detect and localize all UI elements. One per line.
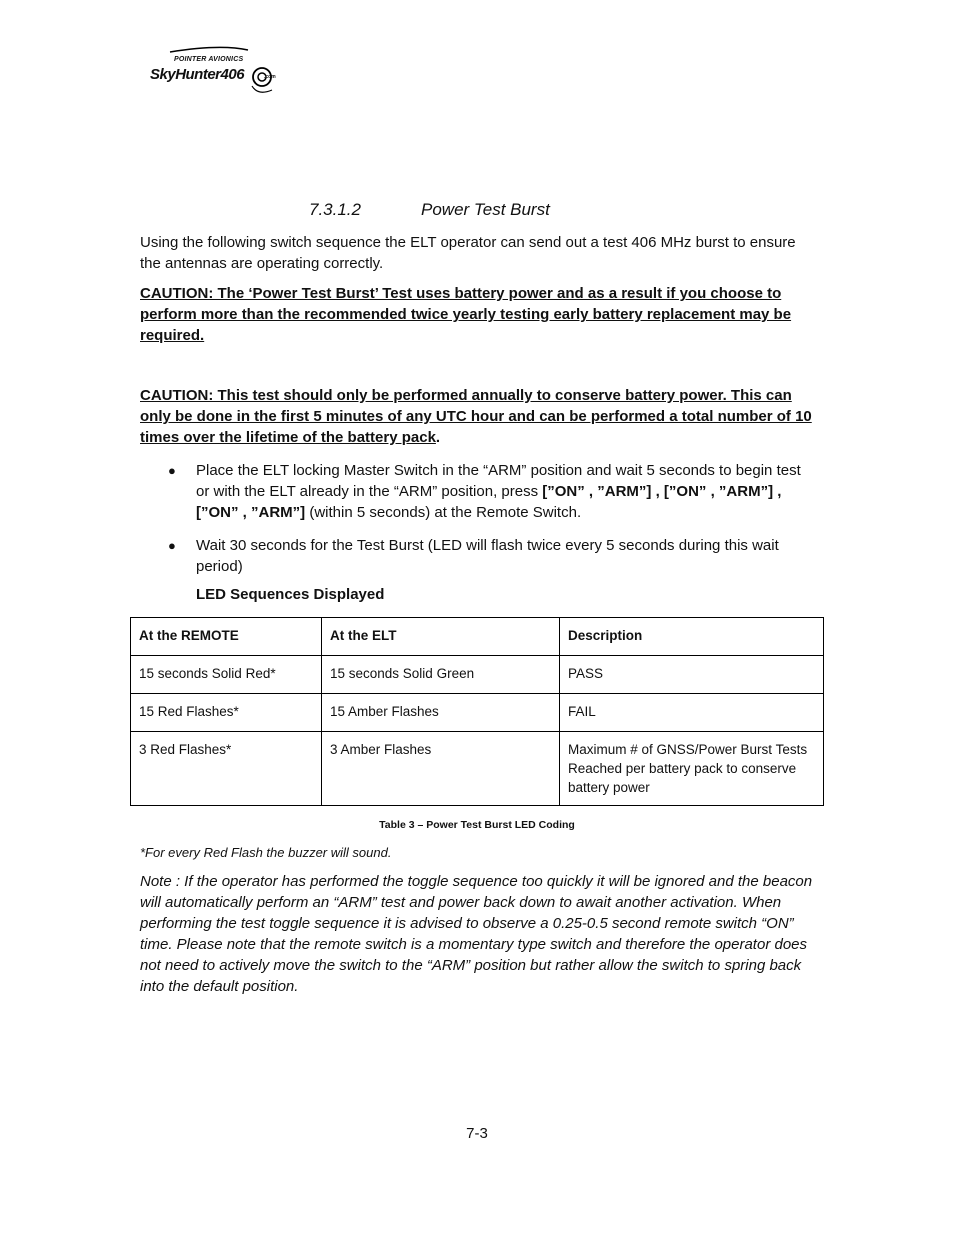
table-cell: 3 Amber Flashes xyxy=(322,732,560,806)
table-caption: Table 3 – Power Test Burst LED Coding xyxy=(379,819,575,831)
bullet-icon: ● xyxy=(168,463,176,478)
column-header: At the REMOTE xyxy=(131,618,322,656)
table-row xyxy=(131,732,824,806)
table-cell: 15 seconds Solid Green xyxy=(322,656,560,694)
table-cell: Maximum # of GNSS/Power Burst Tests Reached per battery pack to conserve battery power xyxy=(560,732,824,806)
list-item-text-part: Place the ELT locking Master Switch in the “ARM” position and wait 5 seconds to begin test or with the ELT already in the “ARM” position, press xyxy=(196,462,801,500)
company-logo xyxy=(140,44,280,104)
list-item-text-part: (within 5 seconds) at the Remote Switch. xyxy=(305,504,582,521)
table-cell: 15 Amber Flashes xyxy=(322,694,560,732)
section-heading xyxy=(309,200,550,220)
bullet-icon: ● xyxy=(168,538,176,553)
caution-annual-test-text: CAUTION: This test should only be performed annually to conserve battery power. This can only be done in the first 5 minutes of any UTC hour and can be performed a total number of 10 times over the lifetime of the battery pack xyxy=(140,387,812,446)
table-cell: 3 Red Flashes* xyxy=(131,732,322,806)
page-number: 7-3 xyxy=(466,1125,488,1142)
list-item-text xyxy=(196,460,812,523)
table-cell: PASS xyxy=(560,656,824,694)
table-row xyxy=(131,656,824,694)
list-item-text: Wait 30 seconds for the Test Burst (LED will flash twice every 5 seconds during this wait period) xyxy=(196,537,779,575)
led-sequences-title: LED Sequences Displayed xyxy=(196,586,385,603)
caution-annual-test xyxy=(140,385,820,448)
section-title: Power Test Burst xyxy=(421,200,550,219)
note-paragraph: Note : If the operator has performed the toggle sequence too quickly it will be ignored and the beacon will automatically perform an “ARM” test and power back down to await another activation. When performing the test toggle sequence it is advised to observe a 0.25-0.5 second remote switch “ON” time. Please note that the remote switch is a momentary type switch and therefore the operator does not need to actively move the switch to the “ARM” position but rather allow the switch to spring back into the default position. xyxy=(140,873,813,995)
column-header: At the ELT xyxy=(322,618,560,656)
column-header: Description xyxy=(560,618,824,656)
logo-main-text: SkyHunter406 xyxy=(150,66,245,83)
table-cell: FAIL xyxy=(560,694,824,732)
section-number: 7.3.1.2 xyxy=(309,200,361,219)
led-sequence-table xyxy=(130,617,824,806)
caution-battery-use xyxy=(140,283,820,346)
table-header-row xyxy=(131,618,824,656)
logo-top-text: POINTER AVIONICS xyxy=(174,56,244,63)
switch-sequence: [”ON” , ”ARM”] , [”ON” , ”ARM”] , [”ON” , ”ARM”] xyxy=(196,483,782,521)
table-footnote: *For every Red Flash the buzzer will sound. xyxy=(140,845,392,860)
caution-annual-test-end: . xyxy=(435,429,441,446)
table-row xyxy=(131,694,824,732)
caution-battery-use-text: CAUTION: The ‘Power Test Burst’ Test uses battery power and as a result if you choose to perform more than the recommended twice yearly testing early battery replacement may be required. xyxy=(140,285,792,344)
table-cell: 15 Red Flashes* xyxy=(131,694,322,732)
logo-suffix-text: .com xyxy=(264,74,276,80)
intro-paragraph: Using the following switch sequence the ELT operator can send out a test 406 MHz burst to ensure the antennas are operating correctly. xyxy=(140,234,796,272)
table-cell: 15 seconds Solid Red* xyxy=(131,656,322,694)
